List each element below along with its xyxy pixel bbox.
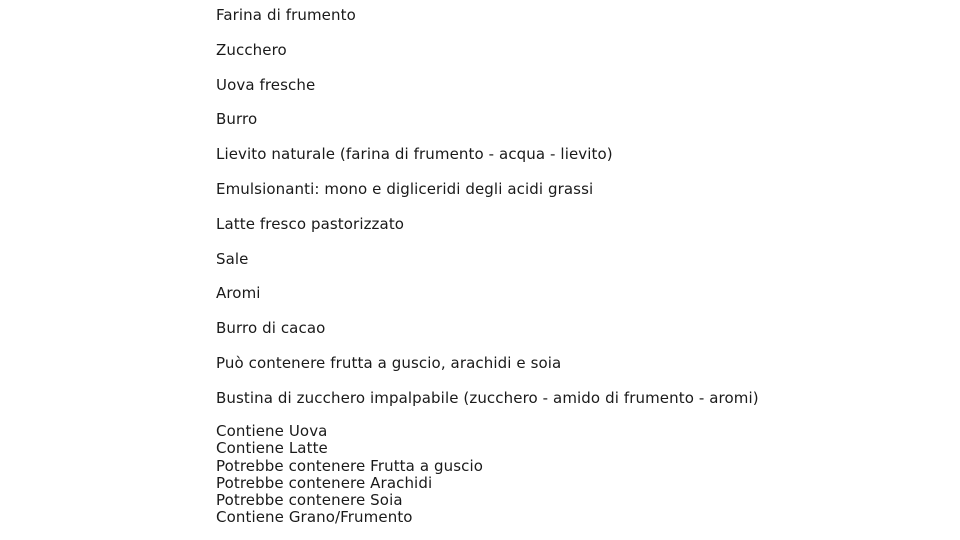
- ingredient-item: Lievito naturale (farina di frumento - acqua - lievito): [216, 145, 613, 164]
- allergen-list: [216, 423, 483, 527]
- ingredient-item: Bustina di zucchero impalpabile (zucchero - amido di frumento - aromi): [216, 388, 759, 407]
- allergen-item: Contiene Uova: [216, 422, 328, 440]
- ingredient-item: Burro di cacao: [216, 319, 326, 338]
- ingredient-item: Uova fresche: [216, 75, 316, 94]
- ingredient-item: Aromi: [216, 284, 261, 303]
- allergen-item: Contiene Latte: [216, 439, 328, 458]
- ingredient-item: Zucchero: [216, 40, 287, 59]
- ingredient-item: Emulsionanti: mono e digliceridi degli acidi grassi: [216, 179, 594, 198]
- ingredient-item: Farina di frumento: [216, 6, 356, 24]
- ingredient-item: Burro: [216, 110, 258, 129]
- allergen-item: Potrebbe contenere Arachidi: [216, 473, 433, 492]
- allergen-item: Potrebbe contenere Frutta a guscio: [216, 456, 484, 475]
- ingredient-item: Può contenere frutta a guscio, arachidi e soia: [216, 353, 562, 372]
- allergen-item: Contiene Grano/Frumento: [216, 508, 413, 527]
- allergen-item: Potrebbe contenere Soia: [216, 491, 403, 510]
- ingredient-item: Sale: [216, 249, 249, 268]
- ingredient-list: [216, 5, 759, 423]
- ingredient-item: Latte fresco pastorizzato: [216, 214, 405, 233]
